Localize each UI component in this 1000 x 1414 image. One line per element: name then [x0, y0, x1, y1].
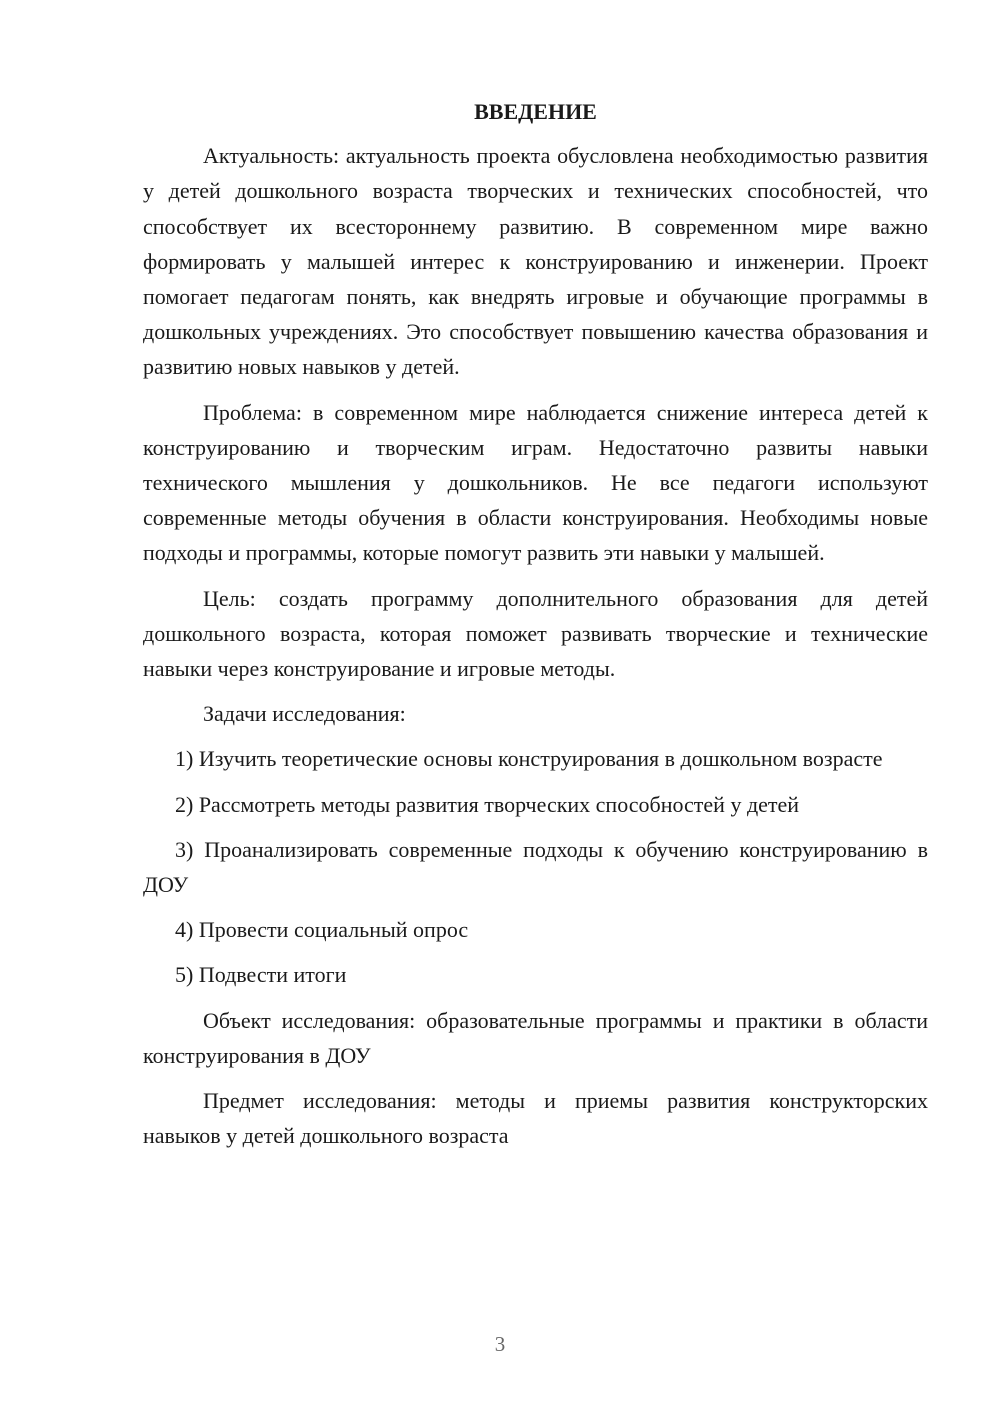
page-number: 3	[494, 1332, 506, 1356]
list-item: 1) Изучить теоретические основы конструирования в дошкольном возрасте	[175, 746, 883, 772]
list-item: 5) Подвести итоги	[175, 962, 347, 988]
paragraph-goal: Цель: создать программу дополнительного образования для детей дошкольного возраста, которая поможет развивать творческие и технические навыки через конструирование и игровые методы.	[143, 585, 928, 682]
list-item: 3) Проанализировать современные подходы к обучению конструированию в ДОУ	[143, 836, 928, 898]
paragraph-object: Объект исследования: образовательные программы и практики в области конструирования в ДОУ	[143, 1007, 928, 1068]
paragraph-relevance: Актуальность: актуальность проекта обусловлена необходимостью развития у детей дошкольного возраста творческих и технических способностей, что способствует их всестороннему развитию. В современном мире важно формировать у малышей интерес к конструированию и инженерии. Проект помогает педагогам понять, как внедрять игровые и обучающие программы в дошкольных учреждениях. Это способствует повышению качества образования и развитию новых навыков у детей.	[143, 143, 928, 380]
paragraph-tasks-heading: Задачи исследования:	[203, 701, 406, 727]
paragraph-problem: Проблема: в современном мире наблюдается снижение интереса детей к конструированию и творческим играм. Недостаточно развиты навыки технического мышления у дошкольников. Не все педагоги используют современные методы обучения в области конструирования. Необходимы новые подходы и программы, которые помогут развить эти навыки у малышей.	[143, 399, 928, 566]
list-item: 4) Провести социальный опрос	[175, 917, 469, 943]
tasks-list	[143, 741, 928, 992]
list-item: 2) Рассмотреть методы развития творческих способностей у детей	[175, 791, 800, 817]
paragraph-subject: Предмет исследования: методы и приемы развития конструкторских навыков у детей дошкольного возраста	[143, 1088, 928, 1149]
document-page	[143, 94, 928, 1163]
page-title: ВВЕДЕНИЕ	[474, 99, 597, 124]
